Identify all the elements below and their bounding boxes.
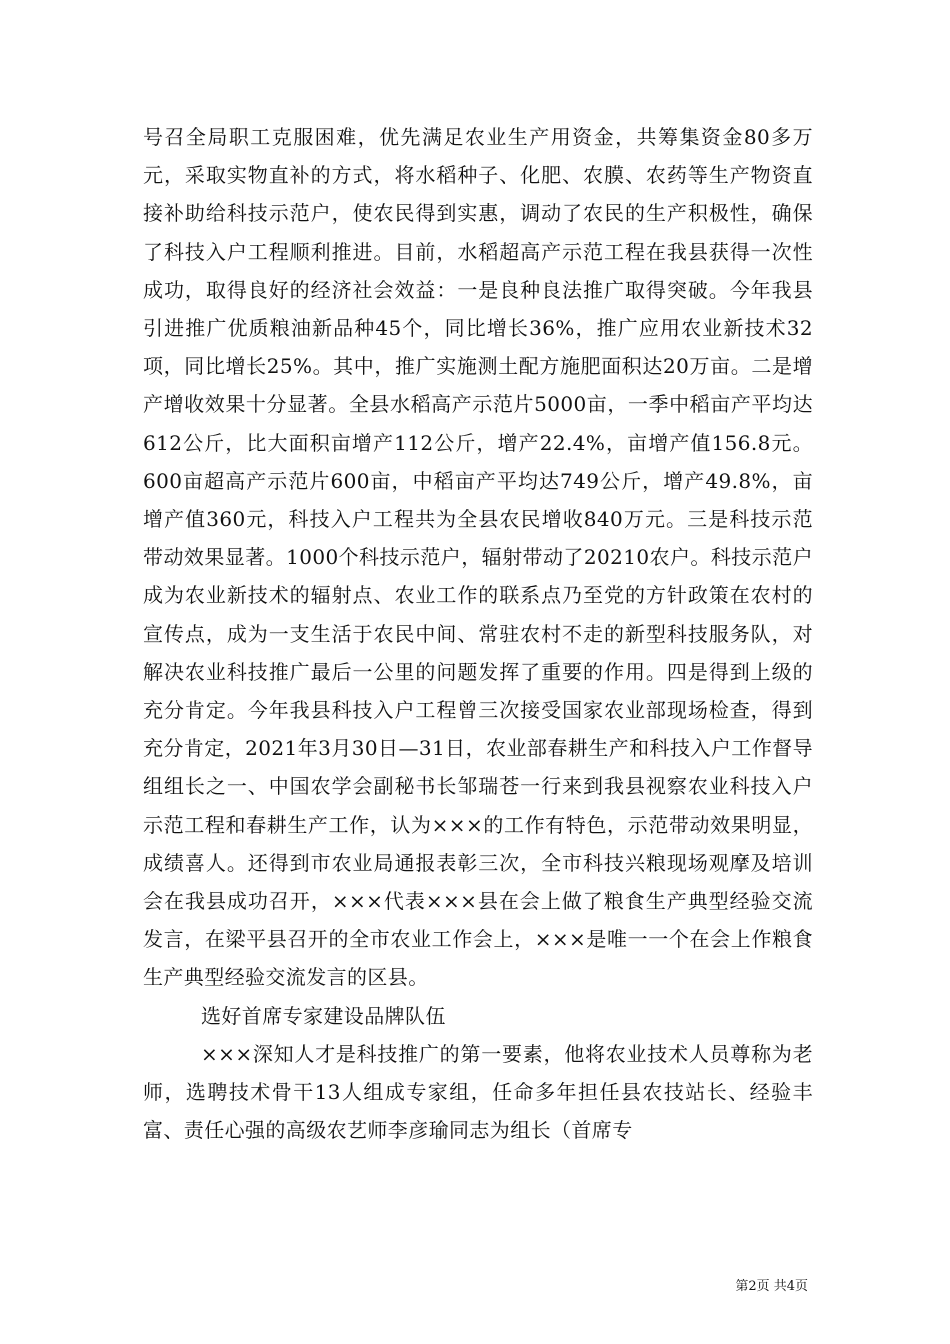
body-paragraph-2: ×××深知人才是科技推广的第一要素，他将农业技术人员尊称为老师，选聘技术骨干13人组成专家组，任命多年担任县农技站长、经验丰富、责任心强的高级农艺师李彦瑜同志为组长（首席专: [143, 1041, 813, 1143]
body-paragraph: 号召全局职工克服困难，优先满足农业生产用资金，共筹集资金80多万元，采取实物直补的方式，将水稻种子、化肥、农膜、农药等生产物资直接补助给科技示范户，使农民得到实惠，调动了农民的生产积极性，确保了科技入户工程顺利推进。目前，水稻超高产示范工程在我县获得一次性成功，取得良好的经济社会效益：一是良种良法推广取得突破。今年我县引进推广优质粮油新品种45个，同比增长36%，推广应用农业新技术32项，同比增长25%。其中，推广实施测土配方施肥面积达20万亩。二是增产增收效果十分显著。全县水稻高产示范片5000亩，一季中稻亩产平均达612公斤，比大面积亩增产112公斤，增产22.4%，亩增产值156.8元。600亩超高产示范片600亩，中稻亩产平均达749公斤，增产49.8%，亩增产值360元，科技入户工程共为全县农民增收840万元。三是科技示范带动效果显著。1000个科技示范户，辐射带动了20210农户。科技示范户成为农业新技术的辐射点、农业工作的联系点乃至党的方针政策在农村的宣传点，成为一支生活于农民中间、常驻农村不走的新型科技服务队，对解决农业科技推广最后一公里的问题发挥了重要的作用。四是得到上级的充分肯定。今年我县科技入户工程曾三次接受国家农业部现场检查，得到充分肯定，2021年3月30日—31日，农业部春耕生产和科技入户工作督导组组长之一、中国农学会副秘书长邹瑞苍一行来到我县视察农业科技入户示范工程和春耕生产工作，认为×××的工作有特色，示范带动效果明显，成绩喜人。还得到市农业局通报表彰三次，全市科技兴粮现场观摩及培训会在我县成功召开，×××代表×××县在会上做了粮食生产典型经验交流发言，在梁平县召开的全市农业工作会上，×××是唯一一个在会上作粮食生产典型经验交流发言的区县。: [143, 125, 813, 990]
page-number-footer: 第2页 共4页: [735, 1279, 808, 1294]
section-heading: 选好首席专家建设品牌队伍: [201, 1003, 446, 1028]
document-body: [143, 118, 813, 1149]
